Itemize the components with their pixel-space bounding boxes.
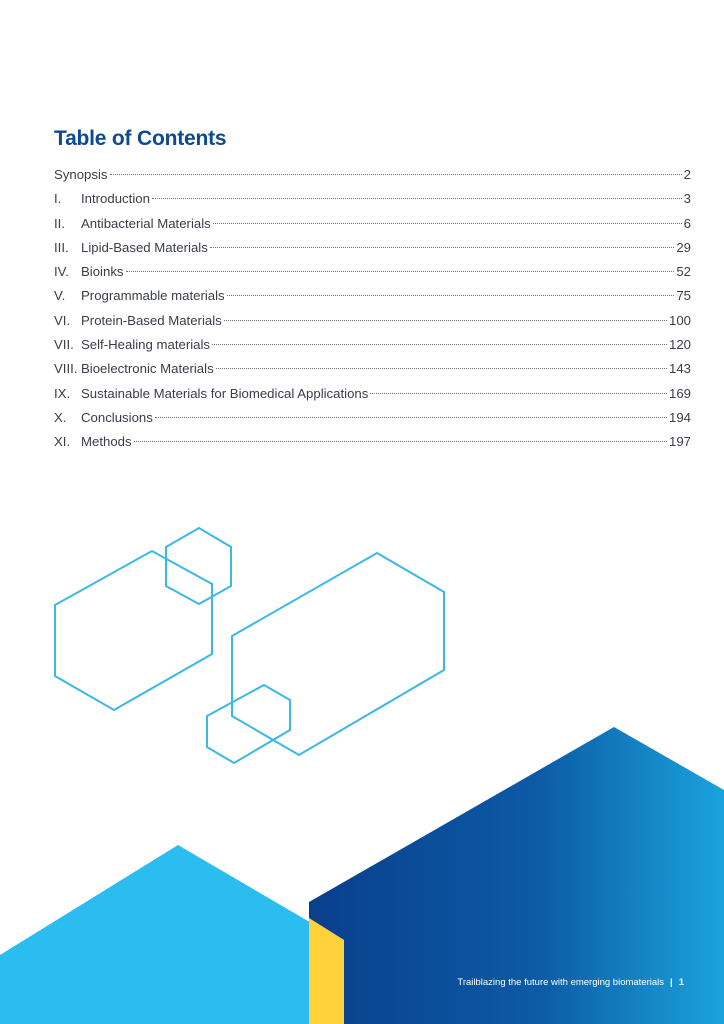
- toc-entry-number: X.: [54, 409, 67, 425]
- footer: [457, 977, 684, 988]
- toc-entry-label: Self-Healing materials: [81, 337, 210, 353]
- toc-entry-number: XI.: [54, 434, 71, 450]
- toc-entry-label: Synopsis: [54, 167, 108, 182]
- toc-entry[interactable]: [54, 337, 691, 361]
- footer-tagline: Trailblazing the future with emerging biomaterials: [457, 977, 665, 988]
- toc-entry-label: Sustainable Materials for Biomedical Applications: [81, 385, 369, 401]
- toc-entry-page: 143: [668, 361, 691, 377]
- table-of-contents: [54, 167, 691, 459]
- toc-dot-leader: [210, 247, 675, 248]
- toc-entry-page: 52: [676, 264, 691, 280]
- toc-entry-page: 2: [683, 167, 691, 182]
- toc-entry[interactable]: [54, 288, 691, 312]
- footer-separator: |: [670, 977, 673, 988]
- toc-entry[interactable]: [54, 216, 691, 240]
- toc-entry-number: I.: [54, 191, 62, 207]
- toc-dot-leader: [134, 441, 667, 442]
- toc-entry-label: Antibacterial Materials: [81, 215, 211, 231]
- toc-dot-leader: [370, 393, 667, 394]
- hexagon-outline-small-bottom: [207, 685, 290, 763]
- toc-dot-leader: [152, 198, 682, 199]
- footer-page-number: 1: [678, 977, 684, 988]
- toc-entry-number: VIII.: [54, 361, 78, 377]
- toc-entry-page: 100: [668, 312, 691, 328]
- toc-entry[interactable]: [54, 240, 691, 264]
- toc-entry-number: V.: [54, 288, 66, 304]
- toc-entry-page: 29: [676, 239, 691, 255]
- toc-entry-number: IV.: [54, 264, 69, 280]
- toc-entry[interactable]: [54, 313, 691, 337]
- hexagon-outline-large-left: [55, 551, 212, 710]
- toc-entry-page: 3: [683, 191, 691, 207]
- toc-entry[interactable]: [54, 264, 691, 288]
- toc-entry-number: IX.: [54, 385, 71, 401]
- toc-entry-label: Protein-Based Materials: [81, 312, 222, 328]
- toc-dot-leader: [110, 174, 682, 175]
- toc-entry[interactable]: [54, 191, 691, 215]
- toc-dot-leader: [212, 344, 667, 345]
- toc-entry-number: VII.: [54, 337, 74, 353]
- toc-entry[interactable]: [54, 410, 691, 434]
- page-title: Table of Contents: [54, 127, 227, 150]
- toc-entry-label: Conclusions: [81, 409, 153, 425]
- toc-entry[interactable]: [54, 386, 691, 410]
- toc-entry[interactable]: [54, 361, 691, 385]
- toc-entry-label: Programmable materials: [81, 288, 225, 304]
- toc-entry-page: 120: [668, 337, 691, 353]
- toc-entry-label: Bioelectronic Materials: [81, 361, 214, 377]
- toc-entry-number: VI.: [54, 312, 71, 328]
- toc-entry-number: III.: [54, 239, 69, 255]
- toc-entry-page: 194: [668, 409, 691, 425]
- toc-entry-number: II.: [54, 215, 65, 231]
- toc-dot-leader: [224, 320, 667, 321]
- toc-dot-leader: [213, 223, 682, 224]
- light-blue-block: [0, 845, 325, 1024]
- toc-dot-leader: [155, 417, 667, 418]
- hexagon-outline-small-top: [166, 528, 231, 604]
- toc-entry-label: Methods: [81, 434, 132, 450]
- toc-entry-label: Bioinks: [81, 264, 124, 280]
- toc-entry-page: 75: [676, 288, 691, 304]
- toc-dot-leader: [227, 295, 675, 296]
- toc-entry-page: 6: [683, 215, 691, 231]
- toc-entry-label: Lipid-Based Materials: [81, 239, 208, 255]
- toc-entry-label: Introduction: [81, 191, 150, 207]
- hexagon-outline-large-right: [232, 553, 444, 755]
- toc-entry[interactable]: [54, 167, 691, 191]
- toc-entry-page: 197: [668, 434, 691, 450]
- toc-dot-leader: [216, 368, 667, 369]
- toc-entry[interactable]: [54, 434, 691, 458]
- toc-entry-page: 169: [668, 385, 691, 401]
- toc-dot-leader: [126, 271, 675, 272]
